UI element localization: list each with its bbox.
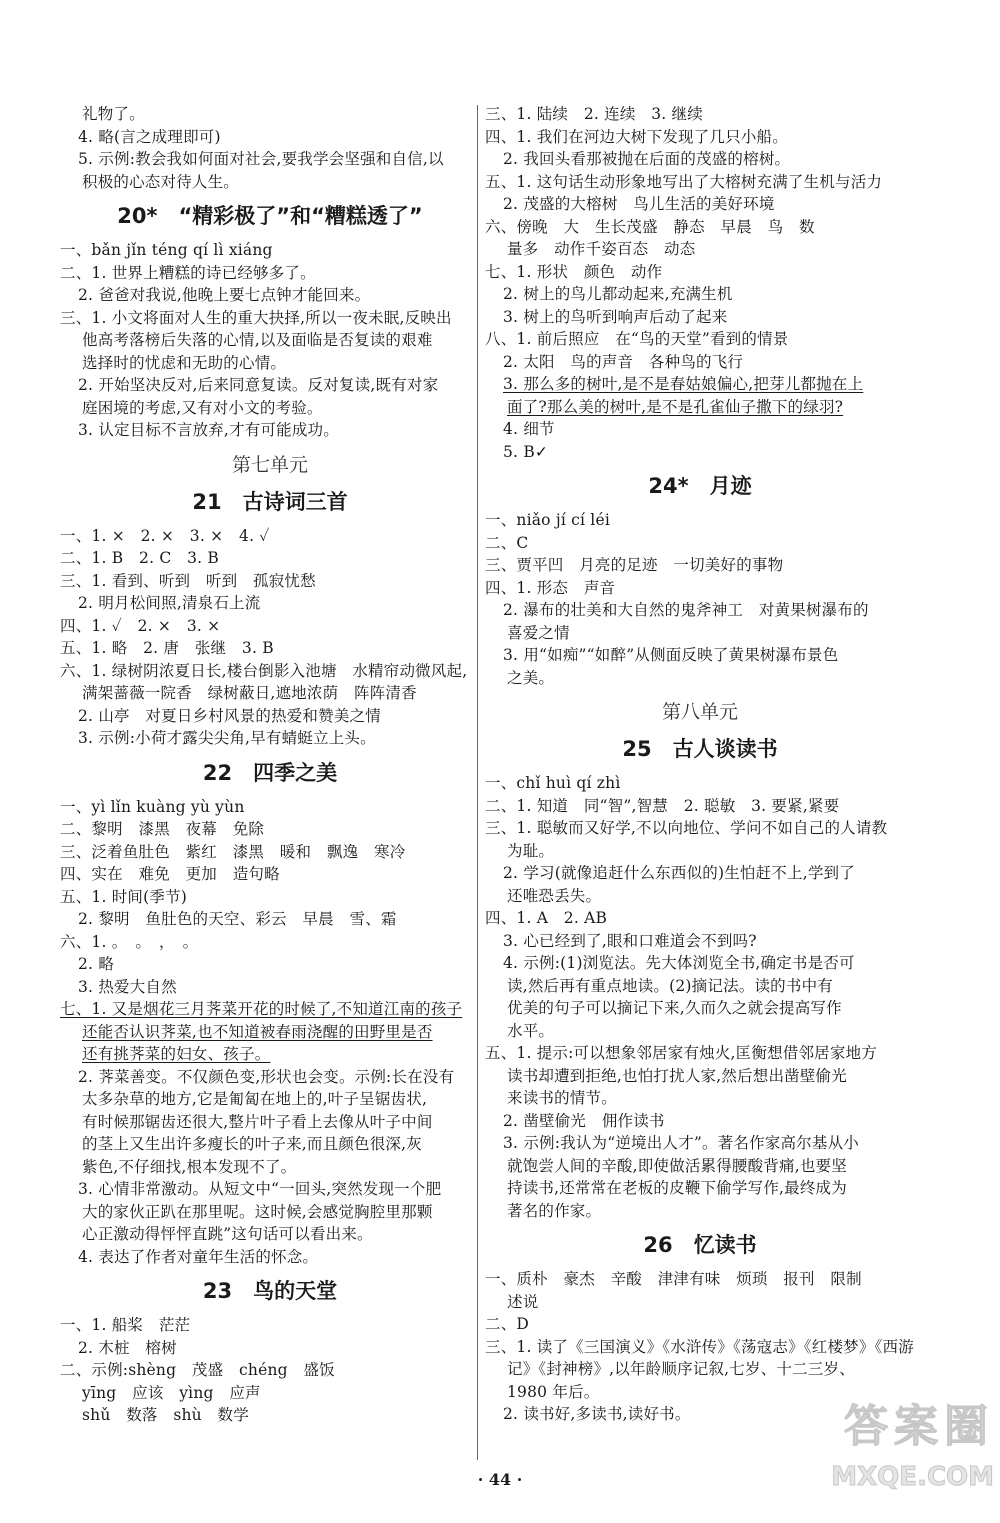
- answer-line: 一、niǎo jí cí léi: [485, 511, 610, 529]
- section-title: 24* 月迹: [648, 474, 752, 498]
- answer-line: 5. B✓: [503, 442, 549, 461]
- answer-line: 六、1. 绿树阴浓夏日长,楼台倒影入池塘 水精帘动微风起,: [60, 661, 468, 680]
- answer-line: 3. 认定目标不言放弃,才有可能成功。: [78, 421, 339, 439]
- section-title: 23 鸟的天堂: [202, 1279, 338, 1303]
- answer-line: 二、黎明 漆黑 夜幕 免除: [60, 820, 265, 838]
- answer-line: 2. 学习(就像追赶什么东西似的)生怕赶不上,学到了: [503, 864, 855, 882]
- answer-line: 2. 茂盛的大榕树 鸟儿生活的美好环境: [503, 195, 775, 213]
- answer-line: 面了?那么美的树叶,是不是孔雀仙子撒下的绿羽?: [507, 397, 844, 416]
- answer-line: 一、1. × 2. × 3. × 4. ✓: [60, 526, 270, 545]
- answer-line: 四、1. ✓ 2. × 3. ×: [60, 616, 221, 635]
- answer-line: 礼物了。: [82, 105, 145, 123]
- answer-line: 三、1. 小文将面对人生的重大抉择,所以一夜未眠,反映出: [60, 308, 452, 327]
- answer-line: 选择时的忧虑和无助的心情。: [82, 353, 287, 372]
- watermark-url: MXQE.COM: [831, 1462, 994, 1492]
- answer-line: 二、示例:shèng 茂盛 chéng 盛饭: [60, 1361, 335, 1379]
- answer-line: 一、chǐ huì qí zhì: [485, 774, 621, 792]
- answer-line: 优美的句子可以摘记下来,久而久之就会提高写作: [507, 999, 842, 1017]
- answer-line: 1980 年后。: [507, 1382, 600, 1401]
- unit-heading: 第七单元: [231, 453, 308, 476]
- answer-line: 还能否认识荠菜,也不知道被春雨浇醒的田野里是否: [82, 1022, 433, 1041]
- answer-line: 七、1. 又是烟花三月荠菜开花的时候了,不知道江南的孩子: [60, 1000, 463, 1018]
- answer-line: 四、1. 我们在河边大树下发现了几只小船。: [485, 127, 788, 146]
- answer-line: 2. 读书好,多读书,读好书。: [503, 1405, 691, 1423]
- answer-line: 量多 动作千姿百态 动态: [507, 240, 696, 258]
- answer-line: 七、1. 形状 颜色 动作: [485, 262, 663, 281]
- answer-line: 一、bǎn jǐn téng qí lì xiáng: [60, 241, 273, 259]
- answer-line: 四、1. A 2. AB: [485, 909, 608, 927]
- answer-line: 三、1. 看到、听到 听到 孤寂忧愁: [60, 571, 316, 590]
- section-title: 22 四季之美: [202, 760, 338, 785]
- answer-line: 六、傍晚 大 生长茂盛 静态 早晨 鸟 数: [485, 217, 815, 236]
- answer-line: 八、1. 前后照应 在“鸟的天堂”看到的情景: [485, 330, 789, 348]
- answer-line: 4. 表达了作者对童年生活的怀念。: [78, 1247, 319, 1266]
- answer-line: 二、C: [485, 533, 529, 552]
- answer-line: 一、1. 船桨 茫茫: [60, 1316, 191, 1334]
- section-title: 21 古诗词三首: [192, 489, 348, 514]
- right-column: [485, 103, 915, 1426]
- answer-line: 四、实在 难免 更加 造句略: [60, 865, 280, 883]
- answer-line: 他高考落榜后失落的心情,以及面临是否复读的艰难: [82, 331, 433, 349]
- answer-line: 2. 山亭 对夏日乡村风景的热爱和赞美之情: [78, 706, 381, 725]
- answer-line: 二、1. B 2. C 3. B: [60, 549, 219, 567]
- answer-line: 之美。: [507, 668, 555, 687]
- answer-line: 三、1. 聪敏而又好学,不以向地位、学问不如自己的人请教: [485, 819, 888, 837]
- answer-line: 六、1. 。 。 ， 。: [60, 932, 199, 951]
- answer-line: yīng 应该 yìng 应声: [82, 1383, 261, 1402]
- answer-line: 二、1. 世界上糟糕的诗已经够多了。: [60, 263, 316, 282]
- answer-line: 积极的心态对待人生。: [82, 172, 240, 191]
- answer-line: 2. 我回头看那被抛在后面的茂盛的榕树。: [503, 150, 791, 168]
- answer-line: 4. 示例:(1)浏览法。先大体浏览全书,确定书是否可: [503, 954, 855, 972]
- section-title: 20* “精彩极了”和“糟糕透了”: [117, 204, 423, 228]
- answer-line: 著名的作家。: [507, 1201, 602, 1220]
- answer-line: 3. 热爱大自然: [78, 977, 177, 996]
- answer-line: 就饱尝人间的辛酸,即使做活累得腰酸背痛,也要坚: [507, 1156, 847, 1175]
- answer-line: 3. 心已经到了,眼和口难道会不到吗?: [503, 931, 757, 950]
- answer-line: 2. 黎明 鱼肚色的天空、彩云 早晨 雪、霜: [78, 910, 397, 928]
- answer-line: 3. 心情非常激动。从短文中“一回头,突然发现一个肥: [78, 1180, 442, 1198]
- answer-line: 一、yì lǐn kuàng yù yùn: [60, 797, 245, 816]
- answer-line: 3. 用“如痴”“如醉”从侧面反映了黄果树瀑布景色: [503, 646, 839, 664]
- answer-line: 来读书的情节。: [507, 1089, 617, 1107]
- watermark-text: 答案圈: [844, 1401, 994, 1452]
- answer-line: 读书却遭到拒绝,也怕打扰人家,然后想出凿壁偷光: [507, 1066, 847, 1085]
- answer-line: 紫色,不仔细找,根本发现不了。: [82, 1157, 297, 1176]
- answer-line: 的茎上又生出许多瘦长的叶子来,而且颜色很深,灰: [82, 1135, 422, 1153]
- answer-line: 读,然后再有重点地读。(2)摘记法。读的书中有: [507, 976, 833, 995]
- answer-line: 心正激动得怦怦直跳”这句话可以看出来。: [82, 1225, 373, 1243]
- answer-line: 庭困境的考虑,又有对小文的考验。: [82, 398, 323, 417]
- answer-line: 记》《封神榜》,以年龄顺序记叙,七岁、十二三岁、: [507, 1360, 855, 1378]
- answer-line: 三、泛着鱼肚色 紫红 漆黑 暖和 飘逸 寒冷: [60, 842, 406, 861]
- answer-line: 2. 木桩 榕树: [78, 1338, 177, 1357]
- answer-line: 四、1. 形态 声音: [485, 578, 616, 597]
- answer-line: 满架蔷薇一院香 绿树蔽日,遮地浓荫 阵阵清香: [82, 684, 417, 702]
- answer-line: 还唯恐丢失。: [507, 886, 602, 905]
- left-column: [60, 103, 480, 1427]
- answer-line: 2. 明月松间照,清泉石上流: [78, 594, 261, 612]
- answer-line: 二、D: [485, 1315, 530, 1333]
- answer-line: 2. 树上的鸟儿都动起来,充满生机: [503, 285, 733, 303]
- answer-line: 喜爱之情: [507, 623, 570, 642]
- answer-line: 一、质朴 豪杰 辛酸 津津有味 烦琐 报刊 限制: [485, 1270, 862, 1288]
- answer-line: 为耻。: [507, 841, 555, 860]
- answer-line: 三、贾平凹 月亮的足迹 一切美好的事物: [485, 556, 784, 574]
- answer-line: 有时候那锯齿还很大,整片叶子看上去像从叶子中间: [82, 1112, 433, 1131]
- answer-line: 2. 凿壁偷光 佣作读书: [503, 1111, 665, 1130]
- answer-line: 还有挑荠菜的妇女、孩子。: [82, 1045, 271, 1063]
- answer-line: 2. 略: [78, 955, 115, 973]
- answer-line: 五、1. 略 2. 唐 张继 3. B: [60, 639, 274, 657]
- answer-line: 持读书,还常常在老板的皮鞭下偷学写作,最终成为: [507, 1179, 847, 1197]
- answer-line: 3. 树上的鸟听到响声后动了起来: [503, 307, 728, 326]
- answer-line: 五、1. 提示:可以想象邻居家有烛火,匡衡想借邻居家地方: [485, 1044, 877, 1062]
- answer-line: 2. 爸爸对我说,他晚上要七点钟才能回来。: [78, 286, 371, 304]
- unit-heading: 第八单元: [661, 701, 738, 723]
- answer-line: 水平。: [507, 1021, 555, 1040]
- section-title: 25 古人谈读书: [622, 737, 778, 761]
- answer-line: 2. 太阳 鸟的声音 各种鸟的飞行: [503, 352, 744, 371]
- answer-line: 4. 细节: [503, 420, 555, 438]
- answer-line: shǔ 数落 shù 数学: [82, 1406, 249, 1424]
- answer-line: 太多杂草的地方,它是匍匐在地上的,叶子呈锯齿状,: [82, 1090, 428, 1108]
- answer-line: 3. 示例:我认为“逆境出人才”。著名作家高尔基从小: [503, 1134, 859, 1152]
- watermark-logo: [804, 1397, 994, 1517]
- section-title: 26 忆读书: [643, 1233, 757, 1257]
- answer-line: 二、1. 知道 同“智”,智慧 2. 聪敏 3. 要紧,紧要: [485, 796, 840, 815]
- answer-line: 五、1. 这句话生动形象地写出了大榕树充满了生机与活力: [485, 172, 883, 191]
- answer-line: 3. 示例:小荷才露尖尖角,早有蜻蜓立上头。: [78, 729, 376, 747]
- answer-line: 2. 开始坚决反对,后来同意复读。反对复读,既有对家: [78, 376, 439, 394]
- answer-line: 4. 略(言之成理即可): [78, 127, 221, 146]
- page-number: · 44 ·: [477, 1470, 523, 1489]
- answer-line: 三、1. 陆续 2. 连续 3. 继续: [485, 105, 703, 123]
- answer-line: 5. 示例:教会我如何面对社会,要我学会坚强和自信,以: [78, 150, 444, 168]
- answer-line: 3. 那么多的树叶,是不是春姑娘偏心,把芽儿都抛在上: [503, 375, 864, 393]
- answer-line: 2. 荠菜善变。不仅颜色变,形状也会变。示例:长在没有: [78, 1067, 455, 1086]
- answer-line: 述说: [507, 1292, 539, 1311]
- answer-line: 2. 瀑布的壮美和大自然的鬼斧神工 对黄果树瀑布的: [503, 601, 869, 619]
- answer-line: 五、1. 时间(季节): [60, 887, 188, 906]
- answer-line: 大的家伙正趴在那里呢。这时候,会感觉胸腔里那颗: [82, 1202, 433, 1221]
- column-divider: [477, 105, 478, 1460]
- answer-line: 三、1. 读了《三国演义》《水浒传》《荡寇志》《红楼梦》《西游: [485, 1337, 914, 1356]
